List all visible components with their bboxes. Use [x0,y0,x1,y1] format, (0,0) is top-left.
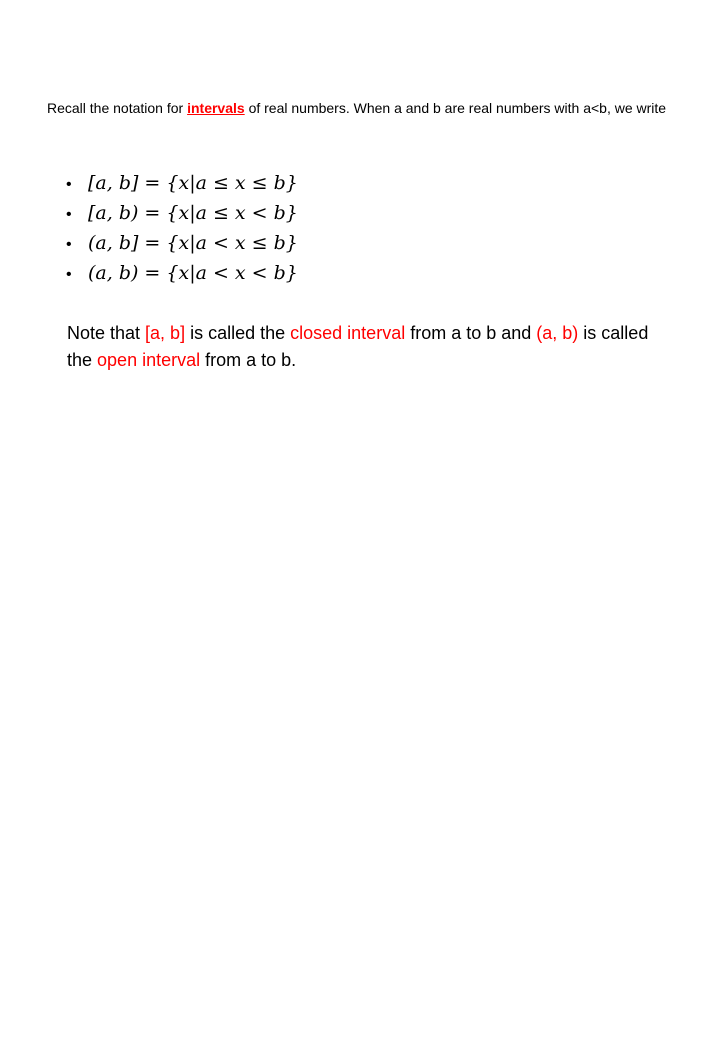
intro-text-before: Recall the notation for [47,100,188,116]
bullet-icon: • [66,176,72,193]
half-open-left-interval-definition: (a, b] = {x|a < x ≤ b} [88,232,298,254]
note-text: Note that [67,323,146,343]
note-text: from a to b and [405,323,537,343]
intervals-highlight: intervals [187,100,245,116]
interval-definition-item [66,168,298,198]
bullet-icon: • [66,236,72,253]
intro-text-after: of real numbers. When a and b are real numbers with a<b, we write [244,100,667,116]
bullet-icon: • [66,266,72,283]
closed-interval-notation: [a, b] [145,323,186,343]
note-text: is called the [185,323,291,343]
bullet-icon: • [66,206,72,223]
note-paragraph [67,320,667,374]
note-text: is called the [67,323,649,370]
closed-interval-definition: [a, b] = {x|a ≤ x ≤ b} [88,172,298,194]
interval-definition-item [66,228,298,258]
interval-definitions-list [66,168,298,288]
intro-paragraph [47,97,687,119]
half-open-right-interval-definition: [a, b) = {x|a ≤ x < b} [88,202,298,224]
interval-definition-item [66,198,298,228]
open-interval-notation: (a, b) [536,323,579,343]
closed-interval-term: closed interval [290,323,406,343]
note-text: from a to b. [200,350,297,370]
open-interval-definition: (a, b) = {x|a < x < b} [88,262,298,284]
interval-definition-item [66,258,298,288]
open-interval-term: open interval [97,350,201,370]
